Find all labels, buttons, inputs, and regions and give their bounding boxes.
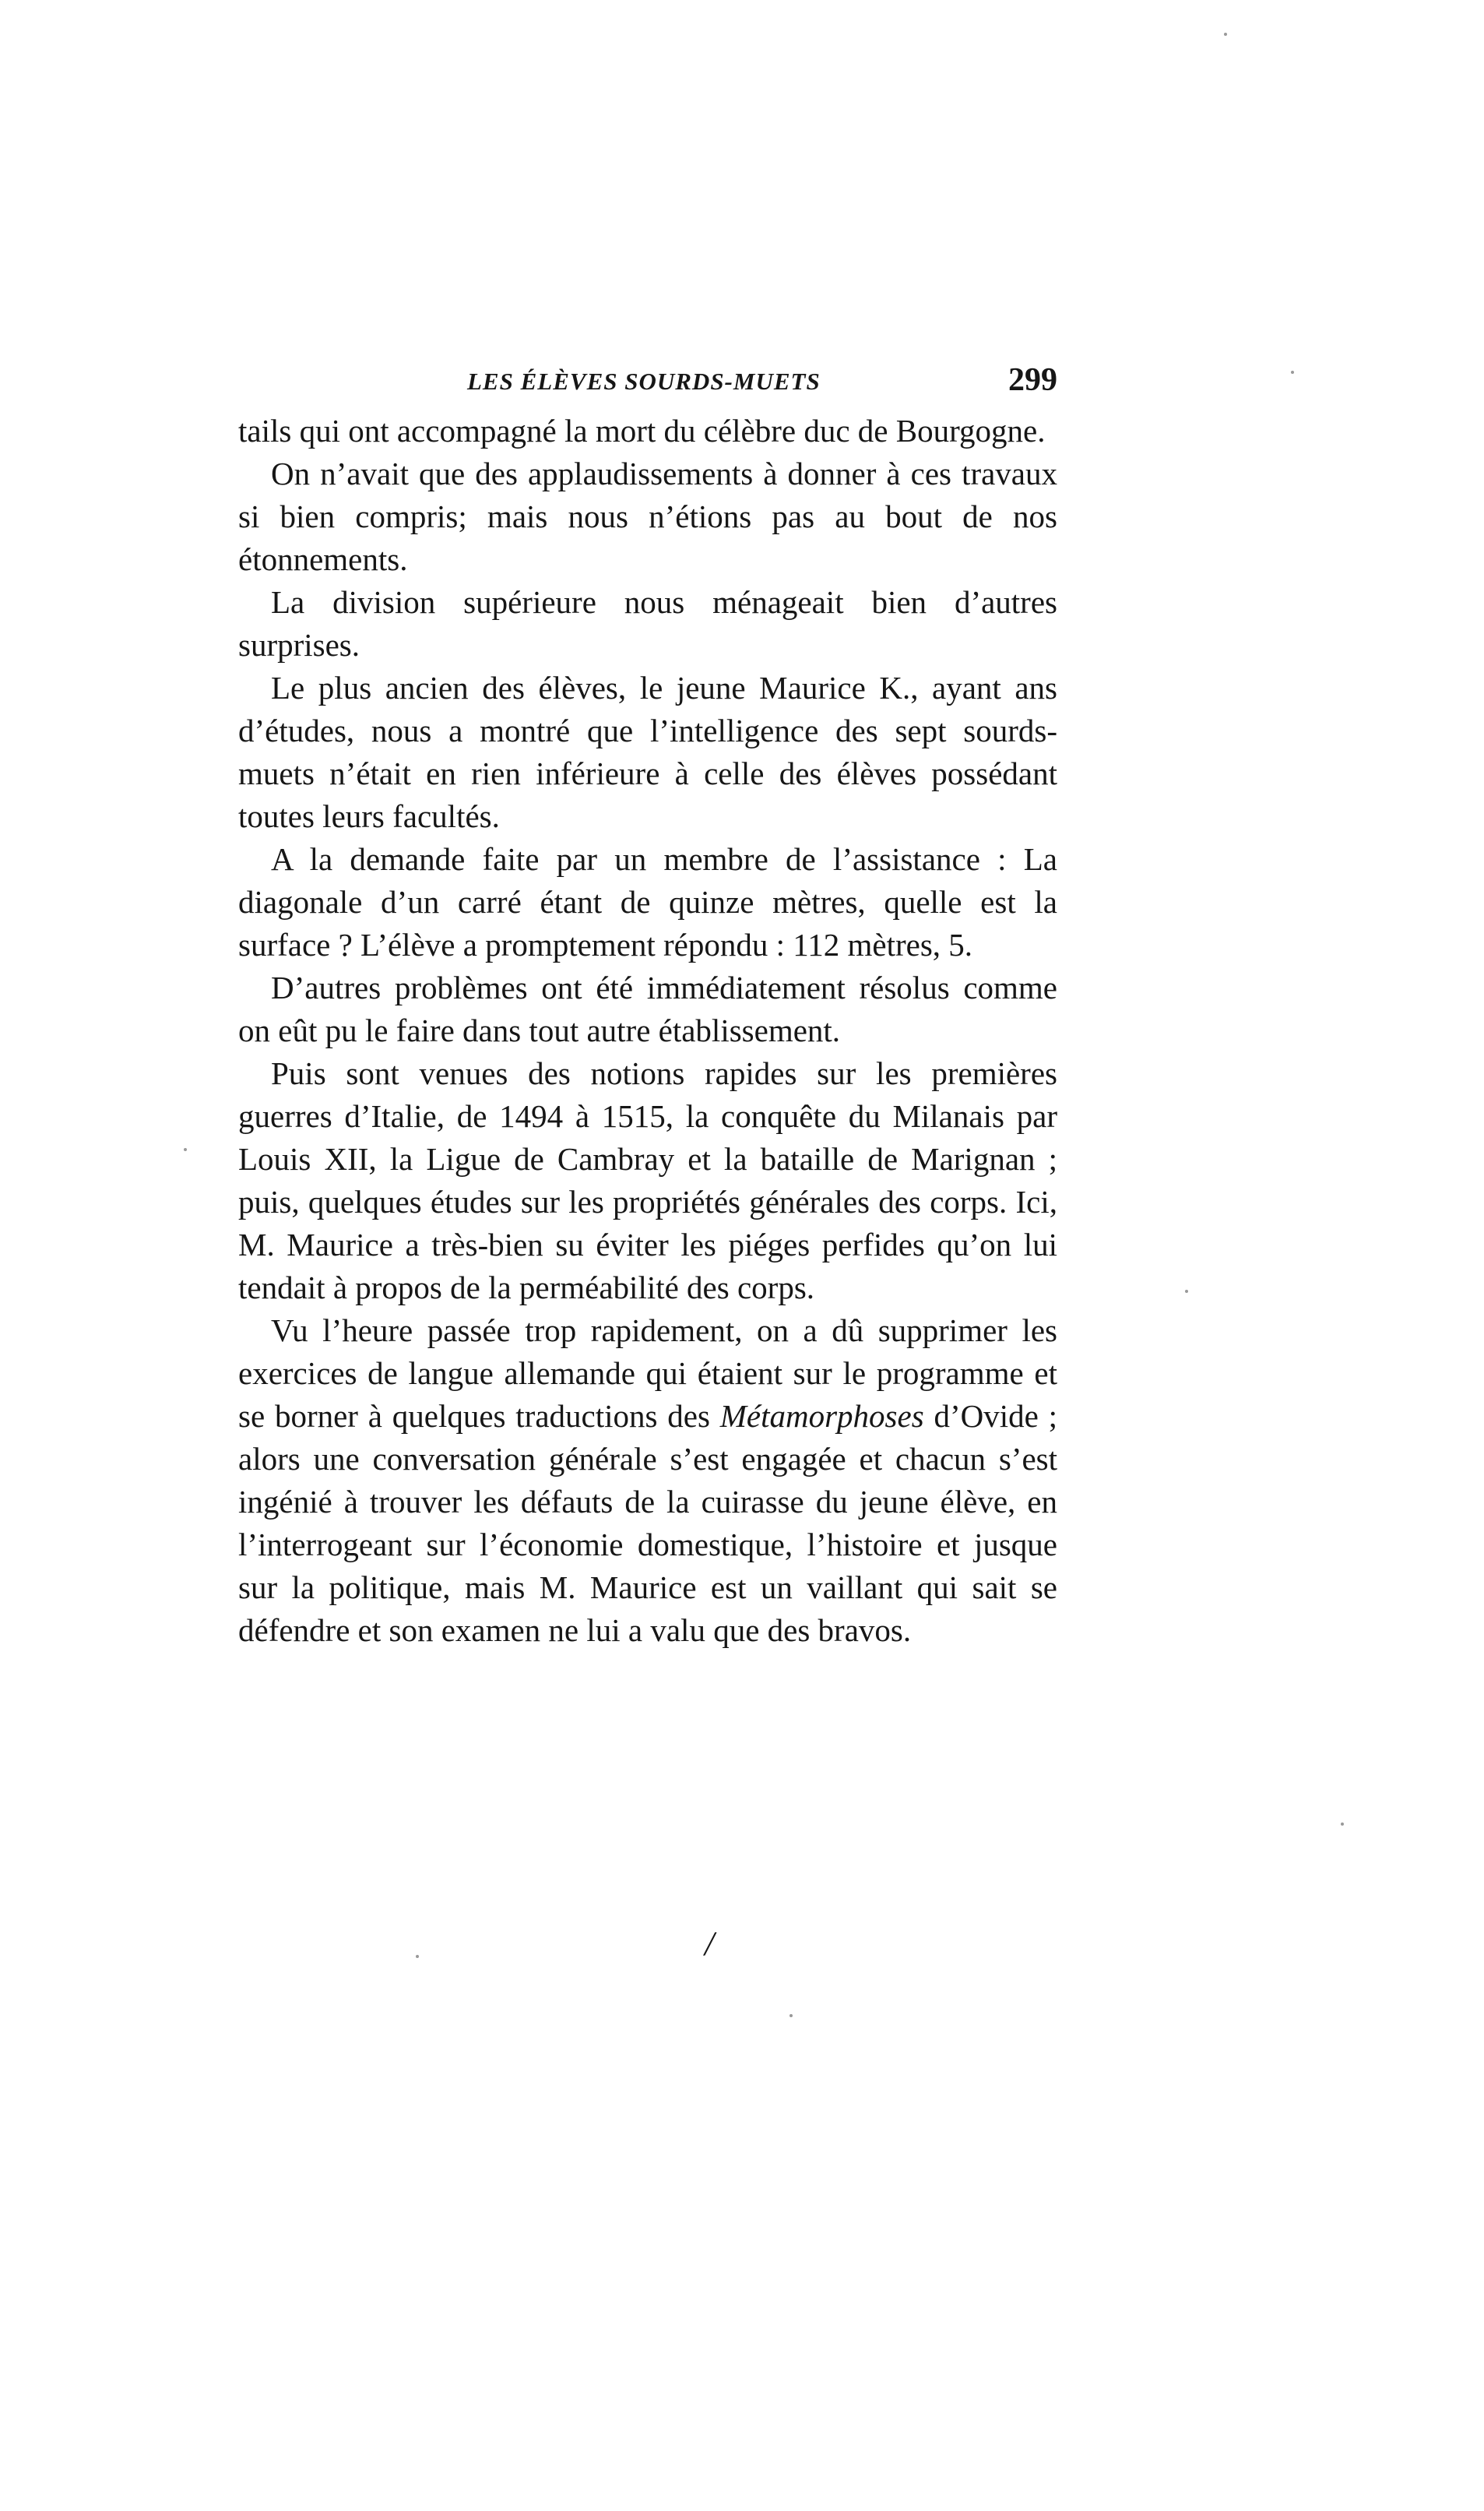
paper-speck	[1341, 1822, 1344, 1826]
paragraph-text: Vu l’heure passée trop rapidement, on a dû supprimer les exercices de langue allemande qui étaient sur le programme et se borner à quelques traductions des	[238, 1312, 1057, 1434]
paper-speck	[1291, 371, 1294, 374]
paragraph: D’autres problèmes ont été immédiatement résolus comme on eût pu le faire dans tout autre établissement.	[238, 970, 1057, 1048]
running-head	[234, 361, 1057, 403]
paper-speck	[416, 1955, 419, 1958]
italic-title: Métamorphoses	[719, 1398, 924, 1434]
paragraph-last	[238, 1309, 1057, 1652]
paper-speck	[184, 1148, 187, 1151]
running-title: LES ÉLÈVES SOURDS-MUETS	[467, 368, 821, 395]
paragraph: Puis sont venues des notions rapides sur les premières guerres d’Italie, de 1494 à 1515, la conquête du Milanais par Louis XII, la Ligue de Cambray et la bataille de Marignan ; puis, quelques études sur les propriétés générales des corps. Ici, M. Maurice a très-bien su éviter les piéges perfides qu’on lui tendait à propos de la perméabilité des corps.	[238, 1055, 1057, 1305]
body-text	[238, 410, 1057, 1652]
page-number: 299	[1008, 362, 1057, 398]
paragraph: On n’avait que des applaudissements à donner à ces travaux si bien compris; mais nous n’étions pas au bout de nos étonnements.	[238, 456, 1057, 577]
end-mark: /	[705, 1925, 715, 1963]
paragraph: A la demande faite par un membre de l’assistance : La diagonale d’un carré étant de quinze mètres, quelle est la surface ? L’élève a promptement répondu : 112 mètres, 5.	[238, 841, 1057, 963]
paragraph-text: d’Ovide ; alors une conversation générale s’est engagée et chacun s’est ingénié à trouver les défauts de la cuirasse du jeune élève, en l’interrogeant sur l’économie domestique, l’histoire et jusque sur la politique, mais M. Maurice est un vaillant qui sait se défendre et son examen ne lui a valu que des bravos.	[238, 1398, 1057, 1648]
paper-speck	[789, 2014, 793, 2017]
paragraph: Le plus ancien des élèves, le jeune Maurice K., ayant ans d’études, nous a montré que l’intelligence des sept sourds-muets n’était en rien inférieure à celle des élèves possédant toutes leurs facultés.	[238, 670, 1057, 834]
paper-speck	[1224, 33, 1227, 36]
paragraph: La division supérieure nous ménageait bien d’autres surprises.	[238, 584, 1057, 663]
paragraph: tails qui ont accompagné la mort du célèbre duc de Bourgogne.	[238, 413, 1046, 449]
paper-speck	[1185, 1290, 1188, 1293]
